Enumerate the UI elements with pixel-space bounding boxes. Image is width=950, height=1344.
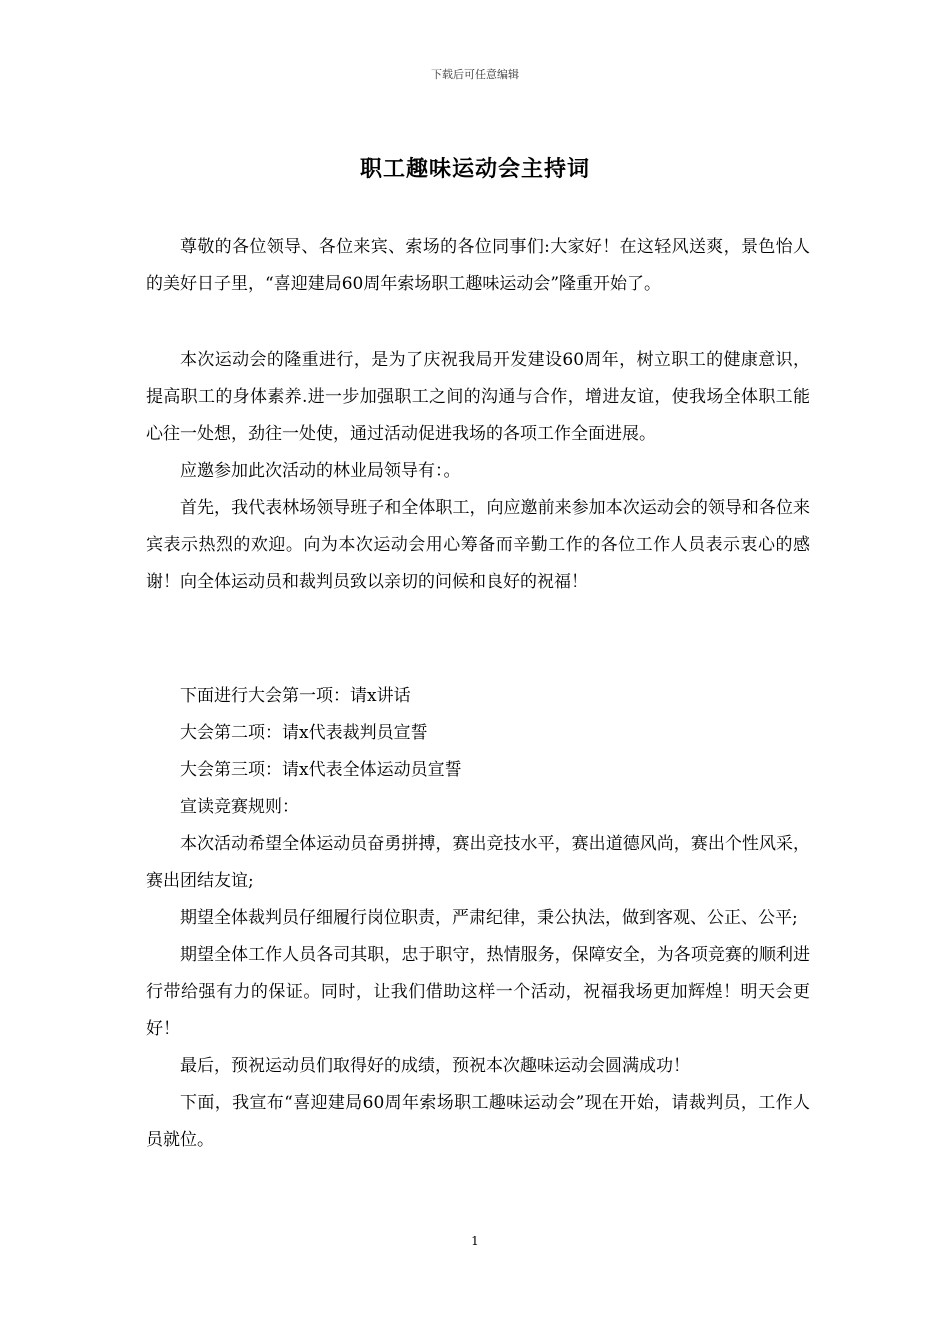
agenda-item-2: 大会第二项：请x代表裁判员宣誓 xyxy=(180,723,428,743)
rules-staff: 期望全体工作人员各司其职，忠于职守，热情服务，保障安全，为各项竞赛的顺利进行带给强有力的保证。同时，让我们借助这样一个活动，祝福我场更加辉煌！明天会更好！ xyxy=(146,945,810,1039)
paragraph-leaders: 应邀参加此次活动的林业局领导有：。 xyxy=(180,461,461,481)
paragraph-greeting: 尊敬的各位领导、各位来宾、索场的各位同事们:大家好！在这轻风送爽，景色怡人的美好日子里，“喜迎建局60周年索场职工趣味运动会”隆重开始了。 xyxy=(146,237,810,294)
body-block-2 xyxy=(146,342,810,601)
header-note: 下载后可任意编辑 xyxy=(431,68,519,81)
body-block-3 xyxy=(146,678,810,1159)
agenda-item-1: 下面进行大会第一项：请x讲话 xyxy=(180,686,411,706)
rules-heading: 宣读竞赛规则： xyxy=(180,797,299,817)
paragraph-welcome: 首先，我代表林场领导班子和全体职工，向应邀前来参加本次运动会的领导和各位来宾表示热烈的欢迎。向为本次运动会用心筹备而辛勤工作的各位工作人员表示衷心的感谢！向全体运动员和裁判员致以亲切的问候和良好的祝福！ xyxy=(146,498,810,592)
rules-athletes: 本次活动希望全体运动员奋勇拼搏，赛出竞技水平，赛出道德风尚，赛出个性风采，赛出团结友谊; xyxy=(146,834,810,891)
paragraph-purpose: 本次运动会的隆重进行，是为了庆祝我局开发建设60周年，树立职工的健康意识，提高职工的身体素养.进一步加强职工之间的沟通与合作，增进友谊，使我场全体职工能心往一处想，劲往一处使，通过活动促进我场的各项工作全面进展。 xyxy=(146,350,810,444)
body-block-1 xyxy=(146,229,810,303)
document-title: 职工趣味运动会主持词 xyxy=(359,156,590,182)
agenda-item-3: 大会第三项：请x代表全体运动员宣誓 xyxy=(180,760,462,780)
paragraph-opening-announcement: 下面，我宣布“喜迎建局60周年索场职工趣味运动会”现在开始，请裁判员，工作人员就位。 xyxy=(146,1093,810,1150)
rules-referees: 期望全体裁判员仔细履行岗位职责，严肃纪律，秉公执法，做到客观、公正、公平; xyxy=(180,908,798,928)
paragraph-closing-wish: 最后，预祝运动员们取得好的成绩，预祝本次趣味运动会圆满成功！ xyxy=(180,1056,690,1076)
page-number: 1 xyxy=(471,1234,479,1248)
